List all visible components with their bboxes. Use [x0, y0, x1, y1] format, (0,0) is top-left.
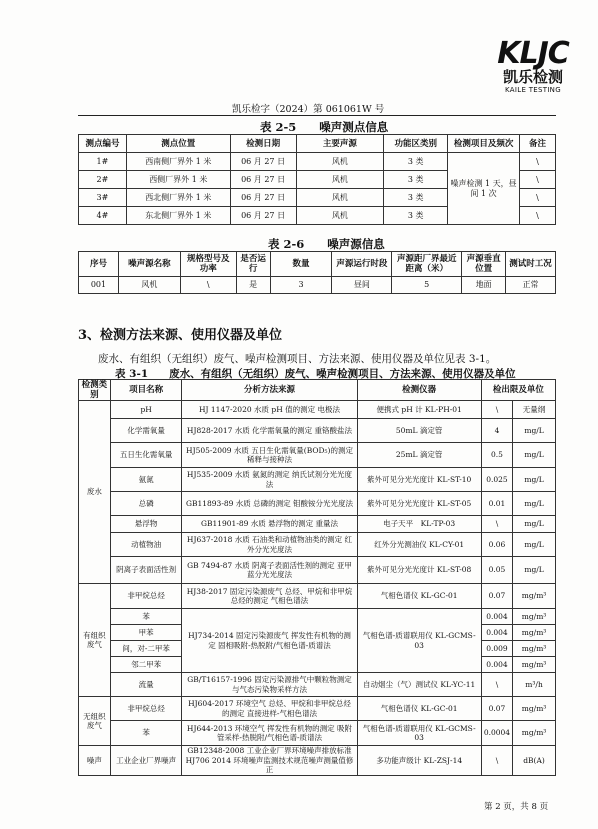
unit-cell: dB(A)	[513, 746, 556, 776]
table-row	[79, 277, 556, 294]
table-row	[79, 697, 556, 721]
item-cell: 总磷	[110, 492, 182, 516]
cell: 001	[79, 277, 119, 294]
item-cell: 非甲烷总烃	[110, 697, 182, 721]
col-header: 检测仪器	[357, 380, 481, 401]
col-header: 项目名称	[110, 380, 182, 401]
col-header: 备注	[520, 135, 556, 153]
unit-cell: mg/L	[513, 468, 556, 492]
limit-cell: 0.025	[481, 468, 512, 492]
col-header: 序号	[79, 252, 119, 277]
unit-cell: mg/m³	[513, 721, 556, 746]
limit-cell: 0.06	[481, 533, 512, 557]
col-header: 检测类别	[79, 380, 111, 401]
cell: 西北侧厂界外 1 米	[126, 189, 230, 207]
col-header: 声源距厂界最近距离（米）	[392, 252, 462, 277]
category-cell: 废水	[79, 401, 111, 584]
cell: 06 月 27 日	[230, 171, 296, 189]
cell: 西南侧厂界外 1 米	[126, 153, 230, 171]
limit-cell: 0.07	[481, 697, 512, 721]
item-cell: 动植物油	[110, 533, 182, 557]
col-header: 测点编号	[79, 135, 127, 153]
limit-cell: \	[481, 516, 512, 533]
table-3-1	[78, 379, 556, 776]
col-header: 测点位置	[126, 135, 230, 153]
method-cell: GB11893-89 水质 总磷的测定 钼酸铵分光光度法	[182, 492, 357, 516]
instrument-cell: 多功能声级计 KL-ZSJ-14	[357, 746, 481, 776]
cell: 06 月 27 日	[230, 153, 296, 171]
table-row	[79, 401, 556, 419]
item-cell: 流量	[110, 673, 182, 697]
unit-cell: m³/h	[513, 673, 556, 697]
cell: 06 月 27 日	[230, 207, 296, 225]
limit-cell: 0.004	[481, 657, 512, 673]
cell: 正常	[506, 277, 556, 294]
item-cell: 间，对-二甲苯	[110, 641, 182, 657]
table-row	[79, 153, 556, 171]
table-row	[79, 468, 556, 492]
cell: 风机	[296, 171, 384, 189]
frequency-cell: 噪声检测 1 天，昼间 1 次	[448, 153, 520, 225]
method-cell: HJ 1147-2020 水质 pH 值的测定 电极法	[182, 401, 357, 419]
item-cell: 甲苯	[110, 625, 182, 641]
unit-cell: mg/L	[513, 516, 556, 533]
method-cell: GB11901-89 水质 悬浮物的测定 重量法	[182, 516, 357, 533]
limit-cell: 0.0004	[481, 721, 512, 746]
cell: 西侧厂界外 1 米	[126, 171, 230, 189]
col-header: 数量	[270, 252, 332, 277]
item-cell: 悬浮物	[110, 516, 182, 533]
instrument-cell: 50mL 滴定管	[357, 419, 481, 443]
method-cell: GB/T16157-1996 固定污染源排气中颗粒物测定与气态污染物采样方法	[182, 673, 357, 697]
table-row	[79, 443, 556, 468]
cell: 东北侧厂界外 1 米	[126, 207, 230, 225]
instrument-cell: 25mL 滴定管	[357, 443, 481, 468]
limit-cell: 0.009	[481, 641, 512, 657]
cell: 06 月 27 日	[230, 189, 296, 207]
category-cell: 有组织废气	[79, 584, 111, 697]
limit-cell: 0.004	[481, 609, 512, 625]
item-cell: 非甲烷总烃	[110, 584, 182, 609]
method-cell: HJ505-2009 水质 五日生化需氧量(BOD₅)的测定 稀释与接种法	[182, 443, 357, 468]
cell: 3 类	[384, 153, 448, 171]
col-header: 测试时工况	[506, 252, 556, 277]
table-2-6	[78, 251, 556, 294]
intro-paragraph: 废水、有组织（无组织）废气、噪声检测项目、方法来源、使用仪器及单位见表 3-1。	[98, 353, 497, 365]
company-logo	[488, 36, 578, 94]
cell: 地面	[462, 277, 506, 294]
col-header: 声源运行时段	[332, 252, 392, 277]
col-header: 主要声源	[296, 135, 384, 153]
limit-cell: 0.01	[481, 492, 512, 516]
item-cell: 阴离子表面活性剂	[110, 557, 182, 584]
col-header: 噪声源名称	[118, 252, 180, 277]
unit-cell: mg/m³	[513, 584, 556, 609]
item-cell: 工业企业厂界噪声	[110, 746, 182, 776]
unit-cell: mg/L	[513, 443, 556, 468]
instrument-cell: 气相色谱-质谱联用仪 KL-GCMS-03	[357, 721, 481, 746]
cell: 2#	[79, 171, 127, 189]
instrument-cell: 电子天平 KL-TP-03	[357, 516, 481, 533]
limit-cell: \	[481, 673, 512, 697]
cell: 风机	[296, 207, 384, 225]
unit-cell: mg/m³	[513, 609, 556, 625]
table-row	[79, 609, 556, 625]
cell: 3 类	[384, 171, 448, 189]
table-3-1-caption: 表 3-1 废水、有组织（无组织）废气、噪声检测项目、方法来源、使用仪器及单位	[115, 368, 516, 380]
unit-cell: mg/m³	[513, 697, 556, 721]
table-row	[79, 673, 556, 697]
col-header: 检测项目及频次	[448, 135, 520, 153]
header-rule	[78, 115, 556, 116]
limit-cell: 4	[481, 419, 512, 443]
report-number: 凯乐检字（2024）第 061061W 号	[232, 104, 385, 115]
unit-cell: mg/m³	[513, 625, 556, 641]
cell: 风机	[296, 153, 384, 171]
item-cell: 五日生化需氧量	[110, 443, 182, 468]
cell: \	[520, 171, 556, 189]
method-cell: HJ38-2017 固定污染源废气 总烃、甲烷和非甲烷总烃的测定 气相色谱法	[182, 584, 357, 609]
instrument-cell: 紫外可见分光光度计 KL-ST-10	[357, 468, 481, 492]
cell: 风机	[118, 277, 180, 294]
method-cell: HJ604-2017 环境空气 总烃、甲烷和非甲烷总烃的测定 直接进样-气相色谱法	[182, 697, 357, 721]
table-row	[79, 557, 556, 584]
col-header: 功能区类别	[384, 135, 448, 153]
logo-mark: KLJC	[497, 36, 569, 71]
item-cell: 氨氮	[110, 468, 182, 492]
limit-cell: 0.07	[481, 584, 512, 609]
limit-cell: 0.5	[481, 443, 512, 468]
instrument-cell: 气相色谱-质谱联用仪 KL-GCMS-03	[357, 609, 481, 673]
table-row	[79, 516, 556, 533]
instrument-cell: 便携式 pH 计 KL-PH-01	[357, 401, 481, 419]
table-2-5-caption: 表 2-5 噪声测点信息	[260, 120, 389, 134]
cell: \	[520, 189, 556, 207]
logo-english: KAILE TESTING	[505, 86, 561, 94]
cell: 4#	[79, 207, 127, 225]
limit-cell: 0.004	[481, 625, 512, 641]
unit-cell: mg/L	[513, 419, 556, 443]
method-cell: GB 7494-87 水质 阴离子表面活性剂的测定 亚甲蓝分光光度法	[182, 557, 357, 584]
cell: \	[180, 277, 236, 294]
limit-cell: \	[481, 401, 512, 419]
item-cell: 化学需氧量	[110, 419, 182, 443]
table-row	[79, 419, 556, 443]
cell: 3	[270, 277, 332, 294]
method-cell: GB12348-2008 工业企业厂界环境噪声排放标准 HJ706 2014 环境噪声监测技术规范噪声测量值修正	[182, 746, 357, 776]
section-heading: 3、检测方法来源、使用仪器及单位	[78, 328, 283, 343]
logo-chinese: 凯乐检测	[502, 68, 563, 86]
col-header: 是否运行	[236, 252, 270, 277]
instrument-cell: 气相色谱仪 KL-GC-01	[357, 584, 481, 609]
limit-cell: \	[481, 746, 512, 776]
cell: 3 类	[384, 207, 448, 225]
category-cell: 噪声	[79, 746, 111, 776]
unit-cell: mg/m³	[513, 657, 556, 673]
method-cell: HJ637-2018 水质 石油类和动植物油类的测定 红外分光光度法	[182, 533, 357, 557]
cell: \	[520, 207, 556, 225]
unit-cell: mg/L	[513, 533, 556, 557]
method-cell: HJ734-2014 固定污染源废气 挥发性有机物的测定 固相吸附-热脱附/气相色谱-质谱法	[182, 609, 357, 673]
cell: 5	[392, 277, 462, 294]
table-row	[79, 721, 556, 746]
page-number: 第 2 页，共 8 页	[484, 802, 549, 812]
unit-cell: mg/m³	[513, 641, 556, 657]
instrument-cell: 紫外可见分光光度计 KL-ST-08	[357, 557, 481, 584]
instrument-cell: 紫外可见分光光度计 KL-ST-05	[357, 492, 481, 516]
instrument-cell: 自动烟尘（气）测试仪 KL-YC-11	[357, 673, 481, 697]
method-cell: HJ644-2013 环境空气 挥发性有机物的测定 吸附管采样-热脱附/气相色谱-质谱法	[182, 721, 357, 746]
category-cell: 无组织废气	[79, 697, 111, 746]
method-cell: HJ828-2017 水质 化学需氧量的测定 重铬酸盐法	[182, 419, 357, 443]
table-2-6-caption: 表 2-6 噪声源信息	[268, 237, 385, 251]
cell: \	[520, 153, 556, 171]
item-cell: 苯	[110, 721, 182, 746]
table-row	[79, 492, 556, 516]
table-row	[79, 584, 556, 609]
item-cell: pH	[110, 401, 182, 419]
item-cell: 苯	[110, 609, 182, 625]
table-row	[79, 533, 556, 557]
unit-cell: mg/L	[513, 492, 556, 516]
cell: 3 类	[384, 189, 448, 207]
col-header: 检出限及单位	[481, 380, 555, 401]
cell: 是	[236, 277, 270, 294]
limit-cell: 0.05	[481, 557, 512, 584]
col-header: 规格型号及功率	[180, 252, 236, 277]
col-header: 分析方法来源	[182, 380, 357, 401]
cell: 1#	[79, 153, 127, 171]
table-2-5	[78, 134, 556, 225]
cell: 3#	[79, 189, 127, 207]
item-cell: 邻二甲苯	[110, 657, 182, 673]
instrument-cell: 红外分光测油仪 KL-CY-01	[357, 533, 481, 557]
instrument-cell: 气相色谱仪 KL-GC-01	[357, 697, 481, 721]
method-cell: HJ535-2009 水质 氨氮的测定 纳氏试剂分光光度法	[182, 468, 357, 492]
col-header: 声源垂直位置	[462, 252, 506, 277]
col-header: 检测日期	[230, 135, 296, 153]
unit-cell: mg/L	[513, 557, 556, 584]
cell: 风机	[296, 189, 384, 207]
table-row	[79, 746, 556, 776]
cell: 昼间	[332, 277, 392, 294]
unit-cell: 无量纲	[513, 401, 556, 419]
